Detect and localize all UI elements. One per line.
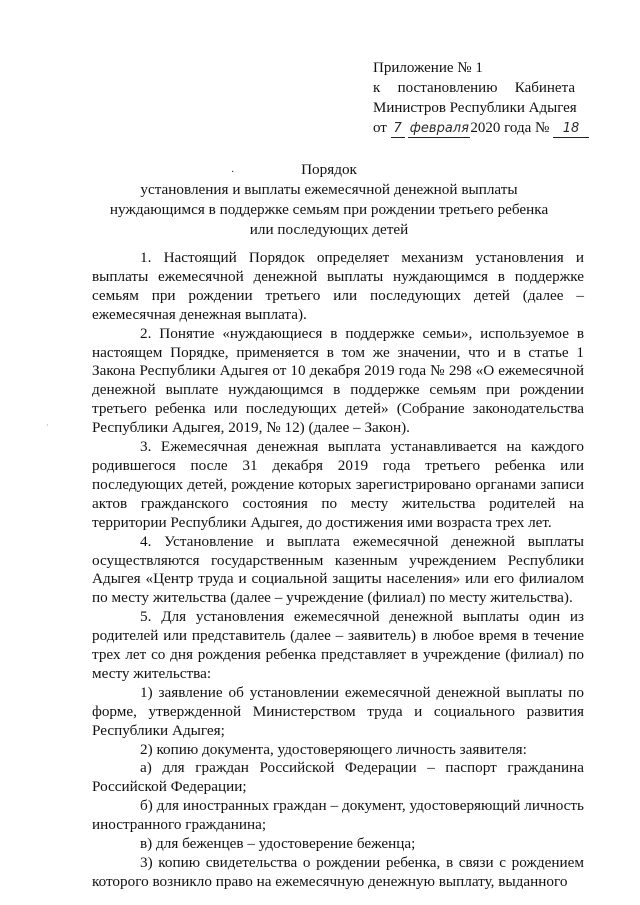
paragraph-3: 3. Ежемесячная денежная выплата устанавливается на каждого родившегося после 31 декабря 2019 года третьего ребенка или последующих детей, рождение которых зарегистрировано органами записи актов гражданского состояния по месту жительства родителей на территории Республики Адыгея, до достижения ими возраста трех лет. — [92, 438, 584, 531]
annex-date-line — [373, 118, 580, 138]
item-2v: в) для беженцев – удостоверение беженца; — [140, 835, 416, 853]
title-line-3: нуждающимся в поддержке семьям при рождении третьего ребенка — [109, 201, 549, 218]
document-body — [92, 249, 584, 892]
annex-word-k: к — [373, 80, 381, 96]
paragraph-5: 5. Для установления ежемесячной денежной выплаты один из родителей или представитель (далее – заявитель) в любое время в течение трех лет со дня рождения ребенка представляет в учреждение (филиал) по месту жительства: — [92, 608, 584, 682]
paragraph-1: 1. Настоящий Порядок определяет механизм установления и выплаты ежемесячной денежной выплаты нуждающимся в поддержке семьям при рождении третьего или последующих детей (далее – ежемесячная денежная выплата). — [92, 249, 584, 323]
annex-title: Приложение № 1 — [373, 60, 483, 76]
annex-ministers: Министров Республики Адыгея — [373, 100, 577, 116]
document-title — [94, 160, 564, 240]
item-2: 2) копию документа, удостоверяющего личность заявителя: — [140, 740, 527, 758]
annex-year: 2020 года № — [470, 120, 550, 136]
paragraph-2: 2. Понятие «нуждающиеся в поддержке семьи», используемое в настоящем Порядке, применяется в том же значении, что и в статье 1 Закона Республики Адыгея от 10 декабря 2019 года № 298 «О ежемесячной денежной выплате нуждающимся в поддержке семьям при рождении третьего ребенка или последующих детей» (Собрание законодательства Республики Адыгея, 2019, № 12) (далее – Закон). — [92, 324, 584, 437]
margin-mark: · — [46, 421, 49, 430]
annex-resolution-line — [373, 78, 575, 98]
annex-number: 18 — [553, 121, 589, 138]
annex-day: 7 — [391, 121, 405, 138]
item-1: 1) заявление об установлении ежемесячной денежной выплаты по форме, утвержденной Министерством труда и социального развития Республики Адыгея; — [92, 683, 584, 739]
item-3: 3) копию свидетельства о рождении ребенка, в связи с рождением которого возникло право на ежемесячную денежную выплату, выданного — [92, 854, 584, 890]
annex-header — [373, 58, 580, 138]
item-2b: б) для иностранных граждан – документ, удостоверяющий личность иностранного гражданина; — [92, 797, 584, 834]
title-line-1: Порядок — [301, 161, 357, 178]
annex-word-resolution: постановлению — [397, 80, 498, 96]
annex-month: февраля — [409, 121, 469, 136]
annex-from: от — [373, 120, 387, 136]
item-2a: а) для граждан Российской Федерации – паспорт гражданина Российской Федерации; — [92, 759, 584, 796]
annex-word-cabinet: Кабинета — [514, 80, 575, 96]
paragraph-4: 4. Установление и выплата ежемесячной денежной выплаты осуществляются государственным казенным учреждением Республики Адыгея «Центр труда и социальной защиты населения» или его филиалом по месту жительства (далее – учреждение (филиал) по месту жительства). — [92, 532, 584, 607]
stray-dot: · — [231, 167, 235, 178]
title-line-2: установления и выплаты ежемесячной денежной выплаты — [140, 181, 518, 198]
title-line-4: или последующих детей — [249, 221, 409, 238]
